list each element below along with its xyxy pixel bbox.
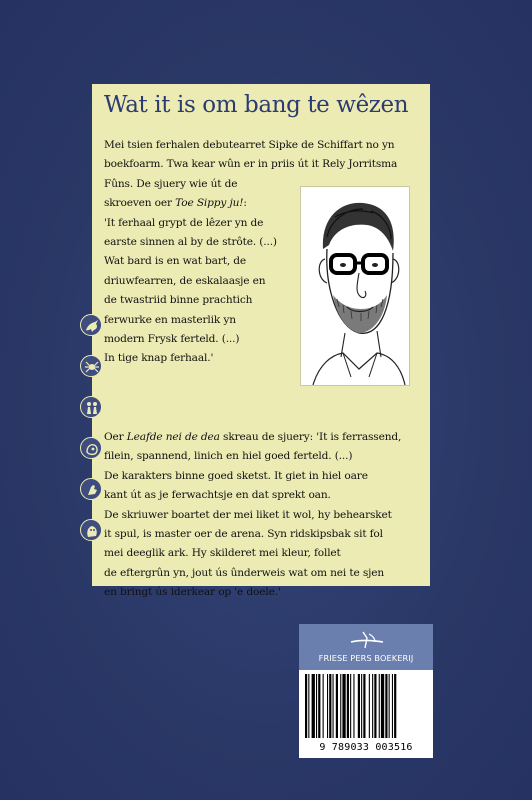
barcode-bar	[336, 674, 338, 738]
barcode-bar	[323, 674, 324, 738]
dragon-icon	[80, 314, 102, 336]
barcode-bar	[347, 674, 349, 738]
text-fragment: skreau de sjuery: 'It is ferrassend,	[219, 431, 402, 443]
text-line: mei deeglik ark. Hy skilderet mei kleur, follet	[104, 547, 341, 560]
book-title-italic: Leafde nei de dea	[126, 431, 220, 443]
text-line: De karakters binne goed sketst. It giet in hiel oare	[104, 469, 368, 482]
barcode-bar	[327, 674, 328, 738]
barcode-bar	[389, 674, 390, 738]
text-line: en bringt ús iderkear op 'e doele.'	[104, 586, 281, 599]
barcode-bar	[312, 674, 315, 738]
text-line: modern Frysk ferteld. (...)	[104, 332, 240, 345]
text-line: Mei tsien ferhalen debutearret Sipke de Schiffart no yn	[104, 139, 395, 151]
text-line: ferwurke en masterlik yn	[104, 313, 236, 326]
text-line: driuwfearren, de eskalaasje en	[104, 274, 266, 287]
barcode-bar	[342, 674, 345, 738]
barcode-bar	[316, 674, 317, 738]
barcode-bar	[372, 674, 373, 738]
text-line: it spul, is master oer de arena. Syn ridskipsbak sit fol	[104, 527, 383, 540]
barcode-bar	[392, 674, 393, 738]
publisher-logo	[299, 624, 433, 670]
text-fragment: Oer	[104, 431, 127, 443]
text-line: Fûns. De sjuery wie út de	[104, 177, 238, 190]
text-line: In tige knap ferhaal.'	[104, 352, 214, 365]
author-sketch	[301, 187, 409, 385]
isbn-number: 9 789033 003516	[319, 742, 413, 753]
barcode-bar	[379, 674, 380, 738]
hand-icon	[80, 478, 102, 500]
spider-icon	[80, 355, 102, 377]
publisher-emblem-icon	[299, 624, 433, 654]
barcode-bar	[394, 674, 396, 738]
text-line: boekfoarm. Twa kear wûn er in priis út it Rely Jorritsma	[104, 158, 398, 171]
barcode-bar	[369, 674, 370, 738]
barcode-bar	[361, 674, 362, 738]
barcode-bar	[381, 674, 384, 738]
barcode-bar	[329, 674, 331, 738]
barcode-bar	[340, 674, 341, 738]
barcode-bar	[353, 674, 354, 738]
text-line: earste sinnen al by de strôte. (...)	[104, 235, 277, 248]
barcode-bar	[363, 674, 365, 738]
text-line	[104, 428, 424, 447]
barcode-bar	[358, 674, 360, 738]
text-line: de twastriid binne prachtich	[104, 294, 253, 307]
text-line: kant út as je ferwachtsje en dat sprekt oan.	[104, 489, 331, 502]
barcode-bar	[318, 674, 320, 738]
figures-icon	[80, 396, 102, 418]
text-fragment: :	[243, 197, 247, 210]
book-title: Wat it is om bang te wêzen	[104, 92, 409, 118]
barcode-bar	[333, 674, 334, 738]
text-line: de eftergrûn yn, jout ús ûnderweis wat om nei te sjen	[104, 566, 385, 579]
barcode-bars	[299, 670, 433, 742]
publisher-name: FRIESE PERS BOEKERIJ	[318, 653, 414, 663]
barcode-bar	[374, 674, 376, 738]
barcode-bar	[385, 674, 387, 738]
book-title-italic: Toe Sippy ju!	[175, 197, 244, 210]
barcode-bar	[308, 674, 309, 738]
text-fragment: skroeven oer	[104, 197, 176, 210]
text-line: De skriuwer boartet der mei liket it wol, hy behearsket	[104, 508, 392, 521]
barcode-bar	[305, 674, 307, 738]
text-line: 'It ferhaal grypt de lêzer yn de	[104, 216, 264, 229]
monster-icon	[80, 519, 102, 541]
barcode-bar	[350, 674, 351, 738]
creature-icon	[80, 437, 102, 459]
barcode	[299, 670, 433, 758]
review-second-book	[104, 428, 424, 603]
text-line: filein, spannend, linich en hiel goed ferteld. (...)	[104, 450, 353, 463]
text-line: Wat bard is en wat bart, de	[104, 255, 247, 268]
author-portrait	[300, 186, 410, 386]
